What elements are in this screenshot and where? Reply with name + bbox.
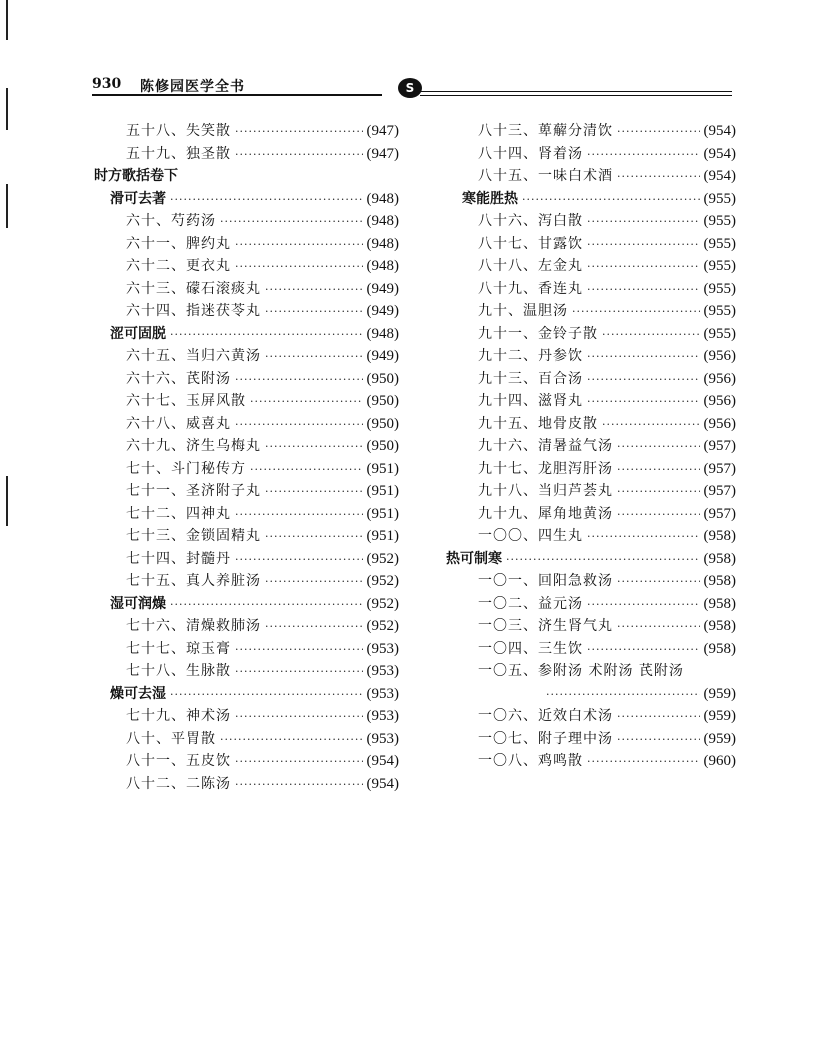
header-rule-left: [92, 94, 382, 96]
toc-entry: [446, 188, 736, 211]
toc-entry: [94, 435, 399, 458]
toc-entry-title: 七十、斗门秘传方: [126, 460, 246, 477]
toc-entry-title: 滑可去著: [110, 190, 166, 207]
toc-entry: [94, 525, 399, 548]
toc-entry-page: (954): [366, 775, 399, 792]
book-title: 陈修园医学全书: [140, 79, 245, 95]
toc-leader-dots: [617, 729, 700, 752]
toc-entry: [94, 165, 399, 188]
toc-leader-dots: [170, 324, 363, 347]
toc-leader-dots: [602, 414, 700, 437]
toc-entry-page: (954): [703, 145, 736, 162]
toc-entry-title: 七十三、金锁固精丸: [126, 528, 261, 544]
toc-leader-dots: [265, 616, 363, 639]
toc-entry: [446, 548, 736, 571]
toc-entry-page: (959): [703, 730, 736, 747]
toc-entry: [94, 503, 399, 526]
toc-leader-dots: [235, 661, 363, 684]
toc-entry: [446, 660, 736, 683]
toc-leader-dots: [250, 391, 363, 414]
toc-leader-dots: [170, 594, 363, 617]
toc-entry-title: 一〇六、近效白术汤: [478, 708, 613, 724]
toc-entry-title: 一〇八、鸡鸣散: [478, 753, 583, 769]
toc-entry: [446, 165, 736, 188]
toc-entry-title: 九十七、龙胆泻肝汤: [478, 460, 613, 477]
toc-entry: [94, 120, 399, 143]
header-rule-right: [420, 91, 732, 92]
toc-leader-dots: [587, 369, 700, 392]
toc-entry-title: 七十八、生脉散: [126, 663, 231, 679]
page-header: [92, 72, 732, 102]
publisher-logo-icon: S: [398, 78, 422, 98]
toc-entry: [446, 638, 736, 661]
toc-leader-dots: [587, 751, 700, 774]
toc-entry: [446, 413, 736, 436]
toc-entry-page: (955): [703, 280, 736, 297]
toc-entry: [94, 660, 399, 683]
toc-leader-dots: [235, 549, 363, 572]
toc-entry: [94, 638, 399, 661]
toc-entry: [446, 593, 736, 616]
scan-edge-mark: [6, 0, 8, 40]
toc-entry-title: 六十六、芪附汤: [126, 370, 231, 387]
toc-leader-dots: [220, 211, 363, 234]
toc-leader-dots: [522, 189, 700, 212]
toc-entry-page: (952): [366, 618, 399, 634]
toc-entry: [94, 143, 399, 166]
toc-entry: [94, 233, 399, 256]
toc-entry-title: 九十九、犀角地黄汤: [478, 505, 613, 522]
toc-entry-page: (952): [366, 573, 399, 589]
toc-entry-page: (950): [366, 415, 399, 432]
toc-entry-title: 六十、芍药汤: [126, 213, 216, 229]
toc-entry-page: (955): [703, 213, 736, 229]
toc-entry-page: (950): [366, 370, 399, 387]
toc-leader-dots: [617, 504, 700, 527]
toc-entry: [94, 593, 399, 616]
toc-entry-page: (949): [366, 280, 399, 297]
toc-entry-title: 九十、温胆汤: [478, 303, 568, 319]
toc-leader-dots: [265, 436, 363, 459]
toc-entry: [94, 413, 399, 436]
toc-leader-dots: [235, 639, 363, 662]
toc-entry-title: 七十六、清燥救肺汤: [126, 618, 261, 634]
toc-entry-title: 燥可去湿: [110, 685, 166, 702]
toc-entry-title: 七十七、琼玉膏: [126, 640, 231, 657]
toc-leader-dots: [587, 639, 700, 662]
toc-entry-title: 九十三、百合汤: [478, 370, 583, 387]
toc-entry-title: 八十五、一味白术酒: [478, 168, 613, 184]
toc-leader-dots: [617, 481, 700, 504]
toc-leader-dots: [250, 459, 363, 482]
toc-entry-title: 七十一、圣济附子丸: [126, 483, 261, 499]
toc-entry-title: 五十九、独圣散: [126, 145, 231, 162]
toc-entry-title: 六十七、玉屏风散: [126, 393, 246, 409]
toc-leader-dots: [506, 549, 700, 572]
toc-leader-dots: [587, 391, 700, 414]
toc-entry-page: (948): [366, 325, 399, 342]
toc-entry-page: (959): [703, 685, 736, 702]
toc-leader-dots: [265, 279, 363, 302]
toc-entry: [94, 458, 399, 481]
toc-leader-dots: [235, 256, 363, 279]
toc-entry-title: 热可制寒: [446, 550, 502, 567]
toc-entry: [446, 480, 736, 503]
toc-entry-title: 时方歌括卷下: [94, 168, 178, 184]
toc-leader-dots: [265, 346, 363, 369]
toc-leader-dots: [265, 526, 363, 549]
toc-leader-dots: [265, 571, 363, 594]
toc-entry-page: (948): [366, 190, 399, 207]
toc-entry: [446, 278, 736, 301]
toc-entry-page: (953): [366, 708, 399, 724]
toc-entry-title: 七十四、封髓丹: [126, 550, 231, 567]
toc-leader-dots: [235, 121, 363, 144]
toc-entry: [446, 458, 736, 481]
toc-entry-title: 六十九、济生乌梅丸: [126, 438, 261, 454]
toc-leader-dots: [587, 526, 700, 549]
toc-entry-title: 八十七、甘露饮: [478, 235, 583, 252]
toc-entry-page: (959): [703, 708, 736, 724]
toc-entry-page: (954): [703, 168, 736, 184]
toc-entry-title: 一〇〇、四生丸: [478, 528, 583, 544]
toc-entry-title: 寒能胜热: [462, 190, 518, 207]
toc-entry-title: 八十二、二陈汤: [126, 775, 231, 792]
toc-entry-title: 八十三、萆薢分清饮: [478, 123, 613, 139]
toc-leader-dots: [546, 684, 700, 707]
toc-entry-page: (955): [703, 190, 736, 207]
toc-leader-dots: [587, 346, 700, 369]
toc-entry-title: 九十二、丹参饮: [478, 348, 583, 364]
toc-entry-title: 一〇一、回阳急救汤: [478, 573, 613, 589]
toc-entry-title: 六十三、礞石滚痰丸: [126, 280, 261, 297]
toc-entry-page: (958): [703, 550, 736, 567]
toc-leader-dots: [170, 189, 363, 212]
toc-entry-title: 八十一、五皮饮: [126, 753, 231, 769]
toc-leader-dots: [235, 369, 363, 392]
page-number: 930: [92, 76, 122, 92]
toc-entry: [446, 143, 736, 166]
toc-entry-page: (955): [703, 258, 736, 274]
toc-leader-dots: [617, 459, 700, 482]
scan-edge-mark: [6, 88, 8, 130]
toc-entry-title: 一〇三、济生肾气丸: [478, 618, 613, 634]
toc-left-column: [94, 120, 399, 795]
toc-entry-title: 七十九、神术汤: [126, 708, 231, 724]
toc-entry: [94, 750, 399, 773]
toc-entry: [94, 773, 399, 796]
toc-entry-page: (958): [703, 528, 736, 544]
toc-entry-page: (956): [703, 348, 736, 364]
toc-entry-title: 八十六、泻白散: [478, 213, 583, 229]
toc-leader-dots: [235, 414, 363, 437]
toc-entry-page: (957): [703, 483, 736, 499]
toc-leader-dots: [220, 729, 363, 752]
toc-entry-page: (955): [703, 235, 736, 252]
toc-leader-dots: [235, 751, 363, 774]
toc-leader-dots: [265, 481, 363, 504]
toc-entry: [94, 480, 399, 503]
header-rule-right-2: [420, 95, 732, 96]
scan-edge-mark: [6, 184, 8, 228]
toc-entry-page: (958): [703, 573, 736, 589]
toc-entry: [446, 683, 736, 706]
toc-entry-page: (956): [703, 370, 736, 387]
toc-entry-title: 六十二、更衣丸: [126, 258, 231, 274]
toc-entry: [446, 750, 736, 773]
toc-entry: [446, 233, 736, 256]
toc-leader-dots: [617, 616, 700, 639]
toc-leader-dots: [572, 301, 700, 324]
toc-entry-title: 九十五、地骨皮散: [478, 415, 598, 432]
toc-entry: [94, 548, 399, 571]
toc-entry-title: 湿可润燥: [110, 595, 166, 612]
toc-entry-page: (957): [703, 438, 736, 454]
toc-entry: [446, 300, 736, 323]
toc-entry: [94, 300, 399, 323]
toc-entry-page: (956): [703, 415, 736, 432]
toc-entry-title: 六十八、威喜丸: [126, 415, 231, 432]
toc-entry-page: (948): [366, 235, 399, 252]
toc-entry-title: 八十、平胃散: [126, 730, 216, 747]
toc-entry: [94, 278, 399, 301]
toc-leader-dots: [265, 301, 363, 324]
toc-entry: [446, 525, 736, 548]
toc-leader-dots: [235, 774, 363, 797]
toc-entry-title: 六十四、指迷茯苓丸: [126, 303, 261, 319]
toc-entry: [446, 368, 736, 391]
toc-entry-page: (950): [366, 393, 399, 409]
toc-entry-page: (949): [366, 348, 399, 364]
toc-entry-page: (947): [366, 145, 399, 162]
toc-entry-page: (952): [366, 595, 399, 612]
toc-entry: [446, 615, 736, 638]
toc-entry-page: (949): [366, 303, 399, 319]
toc-leader-dots: [617, 436, 700, 459]
toc-entry: [94, 705, 399, 728]
toc-entry: [94, 210, 399, 233]
toc-entry: [446, 345, 736, 368]
toc-entry: [94, 683, 399, 706]
toc-entry: [94, 323, 399, 346]
toc-right-column: [446, 120, 736, 773]
toc-entry-page: (958): [703, 640, 736, 657]
toc-entry-page: (952): [366, 550, 399, 567]
toc-entry-title: 九十一、金铃子散: [478, 325, 598, 342]
toc-entry: [446, 728, 736, 751]
toc-entry: [446, 705, 736, 728]
toc-entry-title: 一〇二、益元汤: [478, 595, 583, 612]
toc-entry-page: (953): [366, 685, 399, 702]
toc-leader-dots: [235, 234, 363, 257]
toc-entry-title: 九十四、滋肾丸: [478, 393, 583, 409]
toc-entry-page: (954): [703, 123, 736, 139]
toc-leader-dots: [617, 166, 700, 189]
toc-entry-page: (957): [703, 505, 736, 522]
toc-entry-page: (956): [703, 393, 736, 409]
toc-entry-page: (958): [703, 618, 736, 634]
toc-entry-title: 一〇五、参附汤 术附汤 芪附汤: [478, 663, 684, 679]
toc-entry-title: 六十五、当归六黄汤: [126, 348, 261, 364]
toc-entry: [94, 188, 399, 211]
toc-entry-page: (955): [703, 303, 736, 319]
toc-entry-page: (951): [366, 505, 399, 522]
toc-entry-page: (958): [703, 595, 736, 612]
toc-leader-dots: [587, 234, 700, 257]
toc-entry: [94, 570, 399, 593]
toc-entry-page: (954): [366, 753, 399, 769]
toc-entry-title: 涩可固脱: [110, 325, 166, 342]
toc-entry-title: 五十八、失笑散: [126, 123, 231, 139]
toc-leader-dots: [587, 279, 700, 302]
toc-entry-page: (955): [703, 325, 736, 342]
toc-entry: [446, 255, 736, 278]
toc-entry: [446, 570, 736, 593]
toc-entry: [446, 120, 736, 143]
toc-leader-dots: [587, 144, 700, 167]
toc-entry-title: 六十一、脾约丸: [126, 235, 231, 252]
toc-leader-dots: [602, 324, 700, 347]
toc-entry-page: (957): [703, 460, 736, 477]
toc-leader-dots: [617, 121, 700, 144]
toc-entry: [94, 255, 399, 278]
toc-entry-title: 一〇七、附子理中汤: [478, 730, 613, 747]
toc-leader-dots: [235, 144, 363, 167]
toc-entry: [94, 390, 399, 413]
toc-entry: [446, 503, 736, 526]
toc-leader-dots: [587, 594, 700, 617]
toc-entry-title: 一〇四、三生饮: [478, 640, 583, 657]
toc-leader-dots: [235, 706, 363, 729]
toc-entry-page: (953): [366, 640, 399, 657]
toc-entry: [94, 368, 399, 391]
toc-entry-page: (948): [366, 258, 399, 274]
toc-entry-page: (950): [366, 438, 399, 454]
toc-entry-page: (960): [703, 753, 736, 769]
toc-entry-page: (953): [366, 730, 399, 747]
toc-entry-title: 八十八、左金丸: [478, 258, 583, 274]
scan-edge-mark: [6, 476, 8, 526]
toc-leader-dots: [170, 684, 363, 707]
toc-entry-title: 八十四、肾着汤: [478, 145, 583, 162]
toc-leader-dots: [587, 211, 700, 234]
toc-leader-dots: [617, 706, 700, 729]
toc-entry-page: (947): [366, 123, 399, 139]
toc-entry: [446, 390, 736, 413]
toc-entry: [94, 615, 399, 638]
toc-entry-title: 八十九、香连丸: [478, 280, 583, 297]
toc-leader-dots: [587, 256, 700, 279]
toc-entry-page: (951): [366, 460, 399, 477]
toc-leader-dots: [235, 504, 363, 527]
toc-leader-dots: [617, 571, 700, 594]
toc-entry: [446, 435, 736, 458]
toc-entry: [94, 345, 399, 368]
toc-entry-page: (951): [366, 483, 399, 499]
toc-entry-title: 九十六、清暑益气汤: [478, 438, 613, 454]
toc-entry: [446, 323, 736, 346]
toc-entry-title: 七十二、四神丸: [126, 505, 231, 522]
toc-entry-title: 七十五、真人养脏汤: [126, 573, 261, 589]
toc-entry-page: (948): [366, 213, 399, 229]
toc-entry-page: (951): [366, 528, 399, 544]
toc-entry: [446, 210, 736, 233]
toc-entry-title: 九十八、当归芦荟丸: [478, 483, 613, 499]
toc-entry-page: (953): [366, 663, 399, 679]
toc-entry: [94, 728, 399, 751]
